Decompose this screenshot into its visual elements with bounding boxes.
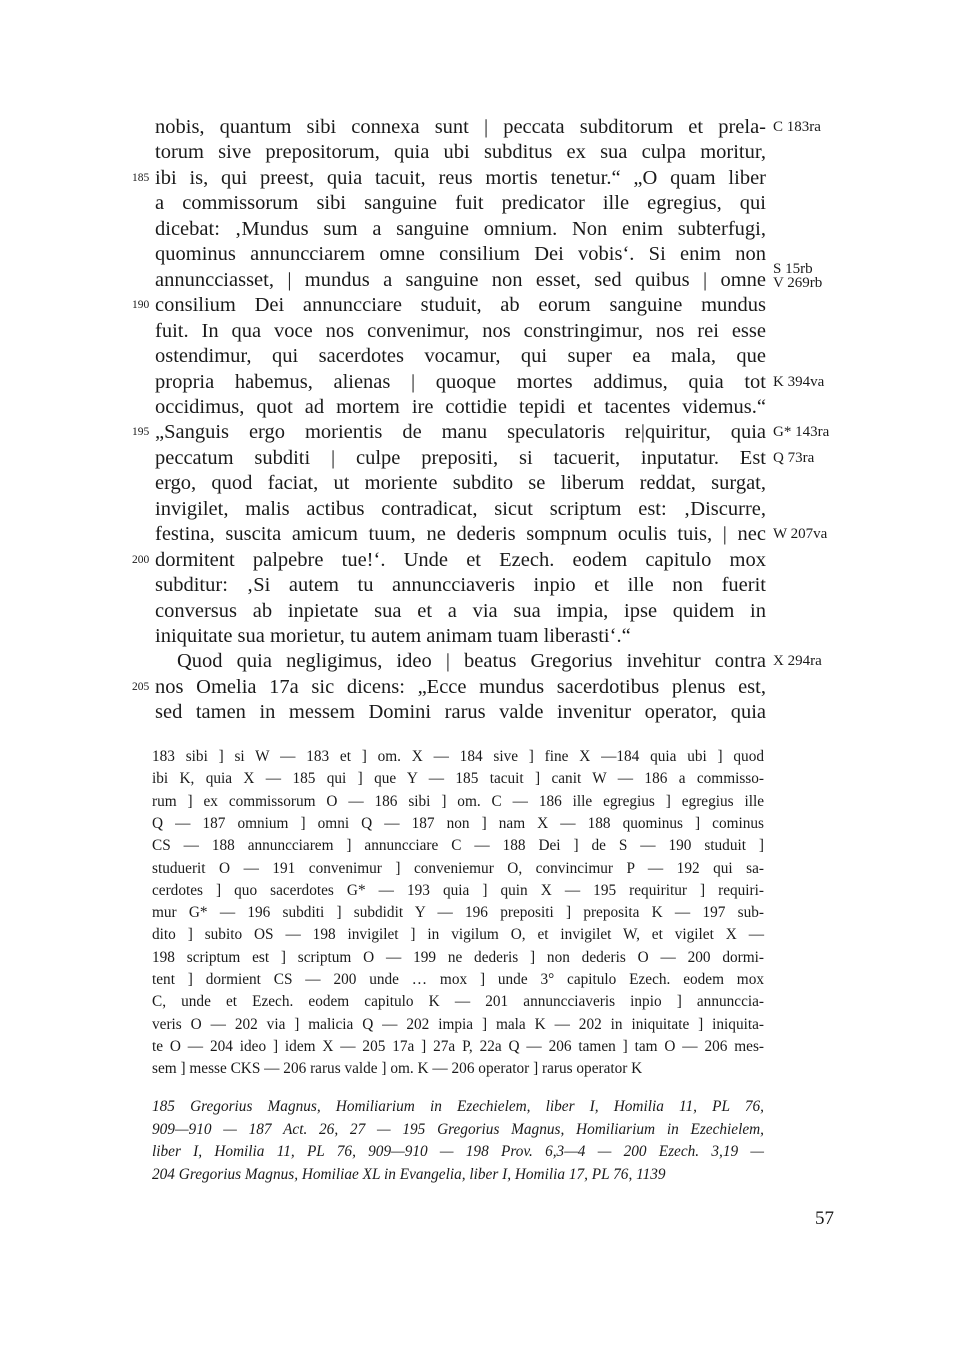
apparatus-line: dito ] subito OS — 198 invigilet ] in vigilum O, et invigilet W, et vigilet X — — [152, 926, 764, 943]
main-text-line: occidimus, quot ad mortem ire cottidie tepidi et tacentes videmus.“ — [155, 396, 766, 418]
apparatus-line: 198 scriptum est ] scriptum O — 199 ne dederis ] non dederis O — 200 dormi- — [152, 949, 764, 966]
main-text-line: peccatum subditi | culpe prepositi, si tacuerit, inputatur. Est — [155, 447, 766, 469]
main-text-line: ostendimur, qui sacerdotes vocamur, qui super ea mala, que — [155, 345, 766, 367]
margin-note-folio: W 207va — [773, 526, 828, 542]
main-text-line: a commissorum sibi sanguine fuit predicator ille egregius, qui — [155, 192, 766, 214]
main-text-line: consilium Dei annuncciare studuit, ab eorum sanguine mundus — [155, 294, 766, 316]
margin-note-folio: G* 143ra — [773, 424, 830, 440]
main-text-line: dicebat: ‚Mundus sum a sanguine omnium. Non enim subterfugi, — [155, 218, 766, 240]
main-text-line: „Sanguis ergo morientis de manu speculatoris re|quiritur, quia — [155, 421, 766, 443]
main-text-line: nobis, quantum sibi connexa sunt | peccata subditorum et prela- — [155, 116, 766, 138]
source-line: 204 Gregorius Magnus, Homiliae XL in Evangelia, liber I, Homilia 17, PL 76, 1139 — [152, 1166, 666, 1183]
margin-note-folio: S 15rb — [773, 261, 813, 277]
main-text-line: conversus ab inpietate sua et a via sua impia, ipse quidem in — [155, 600, 766, 622]
line-number: 185 — [132, 172, 150, 184]
main-text-line: invigilet, malis actibus contradicat, sicut scriptum est: ‚Discurre, — [155, 498, 766, 520]
main-text-line: iniquitate sua morietur, tu autem animam tuam liberasti‘.“ — [155, 625, 631, 647]
main-text-line: torum sive prepositorum, quia ubi subditus ex sua culpa moritur, — [155, 141, 766, 163]
apparatus-line: studuerit O — 191 convenimur ] conveniemur O, convincimur P — 192 qui sa- — [152, 860, 764, 877]
main-text-line: subditur: ‚Si autem tu annuncciaveris inpio et ille non fuerit — [155, 574, 766, 596]
apparatus-line: cerdotes ] quo sacerdotes G* — 193 quia ] quin X — 195 requiritur ] requiri- — [152, 882, 764, 899]
main-text-line: propria habemus, alienas | quoque mortes addimus, quia tot — [155, 371, 766, 393]
page-number: 57 — [815, 1208, 834, 1229]
main-text-line: festina, suscita amicum tuum, ne dederis sompnum oculis tuis, | nec — [155, 523, 766, 545]
main-text-line: quominus annuncciarem omne consilium Dei vobis‘. Si enim non — [155, 243, 766, 265]
line-number: 205 — [132, 681, 150, 693]
margin-note-folio-stack — [773, 262, 822, 292]
main-text-line: ibi is, qui preest, quia tacuit, reus mortis tenetur.“ „O quam liber — [155, 167, 766, 189]
source-line: 185 Gregorius Magnus, Homiliarium in Ezechielem, liber I, Homilia 11, PL 76, — [152, 1098, 764, 1115]
line-number: 200 — [132, 554, 150, 566]
apparatus-line: veris O — 202 via ] malicia Q — 202 impia ] mala K — 202 in iniquitate ] iniquita- — [152, 1016, 764, 1033]
apparatus-line: C, unde et Ezech. eodem capitulo K — 201 annuncciaveris inpio ] annunccia- — [152, 993, 764, 1010]
main-text-line: Quod quia negligimus, ideo | beatus Gregorius invehitur contra — [177, 650, 766, 672]
apparatus-line: rum ] ex commissorum O — 186 sibi ] om. C — 186 ille egregius ] egregius ille — [152, 793, 764, 810]
source-line: 909—910 — 187 Act. 26, 27 — 195 Gregorius Magnus, Homiliarium in Ezechielem, — [152, 1121, 764, 1138]
margin-note-folio: K 394va — [773, 374, 825, 390]
main-text-line: sed tamen in messem Domini rarus valde invenitur operator, quia — [155, 701, 766, 723]
margin-note-folio: Q 73ra — [773, 450, 815, 466]
apparatus-line: ibi K, quia X — 185 qui ] que Y — 185 tacuit ] canit W — 186 a commisso- — [152, 770, 764, 787]
main-text-line: nos Omelia 17a sic dicens: „Ecce mundus sacerdotibus plenus est, — [155, 676, 766, 698]
apparatus-line: sem ] messe CKS — 206 rarus valde ] om. K — 206 operator ] rarus operator K — [152, 1060, 643, 1077]
main-text-line: fuit. In qua voce nos convenimur, nos constringimur, nos rei esse — [155, 320, 766, 342]
apparatus-line: tent ] dormient CS — 200 unde … mox ] unde 3° capitulo Ezech. eodem mox — [152, 971, 764, 988]
apparatus-line: 183 sibi ] si W — 183 et ] om. X — 184 sive ] fine X —184 quia ubi ] quod — [152, 748, 764, 765]
margin-note-folio: C 183ra — [773, 119, 821, 135]
line-number: 195 — [132, 426, 150, 438]
margin-note-folio: X 294ra — [773, 653, 822, 669]
apparatus-line: CS — 188 annuncciarem ] annuncciare C — 188 Dei ] de S — 190 studuit ] — [152, 837, 764, 854]
apparatus-line: te O — 204 ideo ] idem X — 205 17a ] 27a P, 22a Q — 206 tamen ] tam O — 206 mes- — [152, 1038, 764, 1055]
apparatus-line: Q — 187 omnium ] omni Q — 187 non ] nam X — 188 quominus ] cominus — [152, 815, 764, 832]
main-text-line: ergo, quod faciat, ut moriente subdito se liberum reddat, surgat, — [155, 472, 766, 494]
margin-note-folio: V 269rb — [773, 275, 823, 291]
apparatus-line: mur G* — 196 subditi ] subdidit Y — 196 prepositi ] preposita K — 197 sub- — [152, 904, 764, 921]
line-number: 190 — [132, 299, 150, 311]
source-line: liber I, Homilia 11, PL 76, 909—910 — 198 Prov. 6,3—4 — 200 Ezech. 3,19 — — [152, 1143, 764, 1160]
main-text-line: annuncciasset, | mundus a sanguine non esset, sed quibus | omne — [155, 269, 766, 291]
main-text-line: dormitent palpebre tue!‘. Unde et Ezech. eodem capitulo mox — [155, 549, 766, 571]
